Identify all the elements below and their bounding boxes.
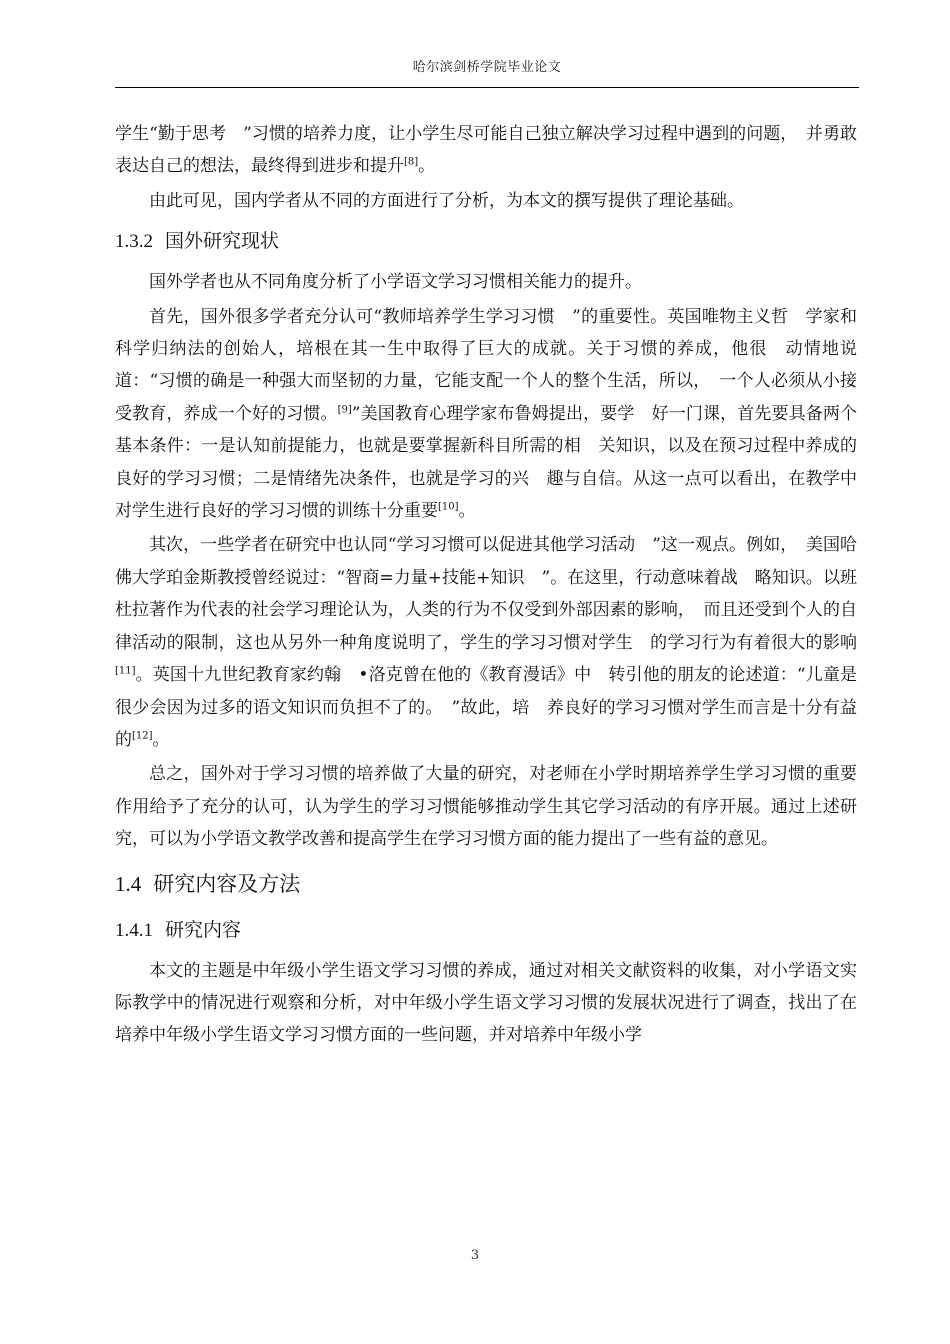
citation-ref: [12] — [132, 730, 153, 742]
paragraph — [115, 118, 857, 183]
section-title: 国外研究现状 — [165, 230, 280, 253]
paragraph: 由此可见，国内学者从不同的方面进行了分析，为本文的撰写提供了理论基础。 — [149, 190, 744, 211]
paragraph-text: 学生“勤于思考 ”习惯的培养力度，让小学生尽可能自己独立解决学习过程中遇到的问题， 并勇敢表达自己的想法，最终得到进步和提升 — [115, 124, 857, 177]
section-title: 研究内容及方法 — [153, 871, 301, 896]
paragraph — [115, 301, 857, 528]
paragraph-text: 。 — [458, 501, 476, 522]
paragraph-text: 首先，国外很多学者充分认可“教师培养学生学习习惯 ”的重要性。英国唯物主义哲 学家和科学归纳法的创始人，培根在其一生中取得了巨大的成就。关于习惯的养成，他很 动情地说道：“习惯的确是一种强大而坚韧的力量，它能支配一个人的整个生活，所以， 一个人必须从小接受教育，养成一个好的习惯。 — [115, 306, 857, 424]
section-heading — [115, 223, 857, 260]
page-number: 3 — [470, 1248, 480, 1263]
paragraph: 国外学者也从不同角度分析了小学语文学习习惯相关能力的提升。 — [149, 272, 642, 293]
citation-ref: [9] — [337, 404, 352, 416]
paragraph-text: 。 — [152, 729, 170, 750]
header-rule — [115, 87, 859, 88]
page-body — [115, 118, 857, 1054]
section-number: 1.4 — [115, 871, 142, 896]
section-number: 1.3.2 — [115, 231, 153, 253]
paragraph: 本文的主题是中年级小学生语文学习习惯的养成，通过对相关文献资料的收集，对小学语文实际教学中的情况进行观察和分析，对中年级小学生语文学习习惯的发展状况进行了调查，找出了在培养中年级小学生语文学习习惯方面的一些问题，并对培养中年级小学 — [115, 960, 857, 1046]
running-header: 哈尔滨剑桥学院毕业论文 — [412, 60, 562, 75]
paragraph-text: 。 — [418, 156, 436, 177]
section-heading — [115, 912, 857, 949]
citation-ref: [10] — [438, 501, 459, 513]
paragraph-text: 其次，一些学者在研究中也认同“学习习惯可以促进其他学习活动 ”这一观点。例如， 美国哈佛大学珀金斯教授曾经说过：“智商=力量+技能+知识 ”。在这里，行动意味着战 略知识。以班杜拉著作为代表的社会学习理论认为，人类的行为不仅受到外部因素的影响， 而且还受到个人的自律活动的限制，这也从另外一种角度说明了，学生的学习习惯对学生 的学习行为有着很大的影响 — [115, 535, 857, 653]
section-number: 1.4.1 — [115, 919, 153, 941]
paragraph-text: ”美国教育心理学家布鲁姆提出，要学 好一门课，首先要具备两个基本条件：一是认知前提能力，也就是要掌握新科目所需的相 关知识，以及在预习过程中养成的良好的学习习惯；二是情绪先决条件，也就是学习的兴 趣与自信。从这一点可以看出，在教学中对学生进行良好的学习习惯的训练十分重要 — [115, 403, 857, 522]
paragraph-text: 。英国十九世纪教育家约翰 •洛克曾在他的《教育漫话》中 转引他的朋友的论述道：“儿童是很少会因为过多的语文知识而负担不了的。 ”故此，培 养良好的学习习惯对学生而言是十分有益的 — [115, 665, 857, 750]
paragraph — [115, 529, 857, 756]
citation-ref: [8] — [404, 156, 419, 168]
section-title: 研究内容 — [165, 918, 242, 941]
paragraph: 总之，国外对于学习习惯的培养做了大量的研究，对老师在小学时期培养学生学习习惯的重要作用给予了充分的认可，认为学生的学习习惯能够推动学生其它学习活动的有序开展。通过上述研究，可以为小学语文教学改善和提高学生在学习习惯方面的能力提出了一些有益的意见。 — [115, 764, 857, 850]
section-heading — [115, 864, 857, 904]
citation-ref: [11] — [115, 665, 136, 677]
